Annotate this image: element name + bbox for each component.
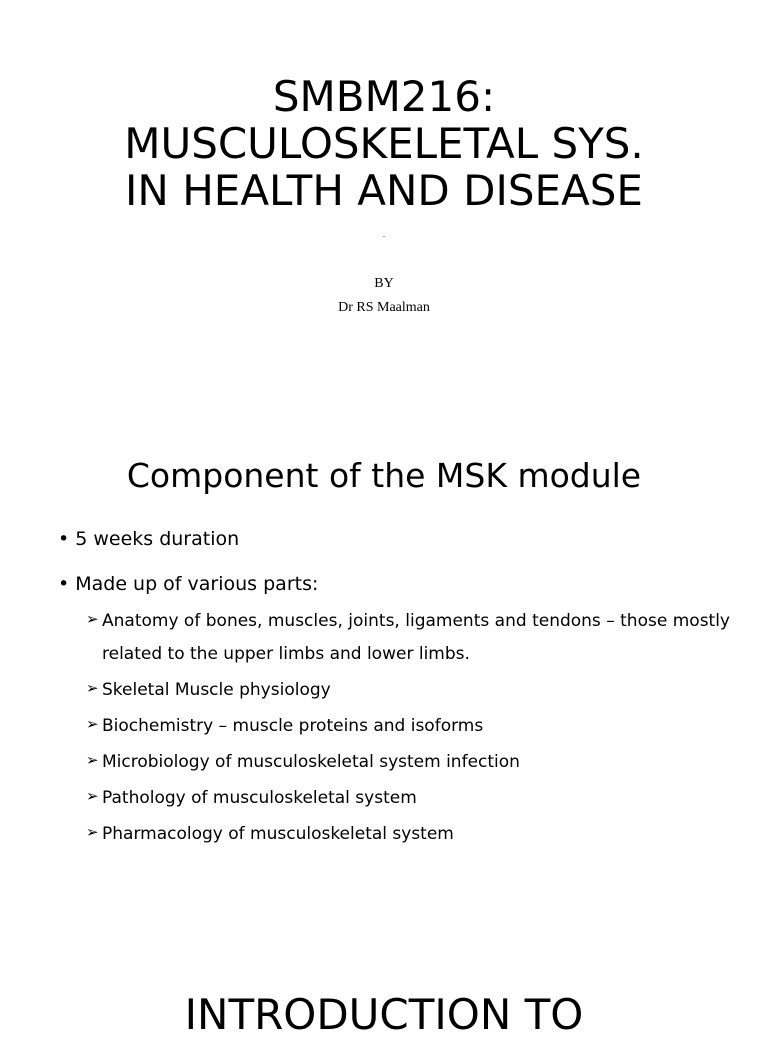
by-label: BY [374,276,394,291]
sub-item-text: Biochemistry – muscle proteins and isoforms [102,716,484,736]
bullet-text: Made up of various parts: [75,573,319,595]
sub-item [86,746,520,779]
slide-title-line-1: SMBM216: [272,72,496,121]
sub-item [86,605,730,671]
sub-item [86,710,483,743]
sub-item-text: Pathology of musculoskeletal system [102,788,417,808]
sub-item [86,782,417,815]
bullet-dot-icon: • [58,573,70,595]
arrow-bullet-icon: ➢ [86,679,99,697]
sub-item-text: Anatomy of bones, muscles, joints, ligaments and tendons – those mostly related to the upper limbs and lower limbs. [102,611,730,664]
arrow-bullet-icon: ➢ [86,610,99,628]
bullet-text: 5 weeks duration [75,528,240,550]
sub-item [86,818,454,851]
arrow-bullet-icon: ➢ [86,715,99,733]
arrow-bullet-icon: ➢ [86,823,99,841]
bullet-item [58,527,239,551]
sub-item [86,674,331,707]
sub-item-text: Skeletal Muscle physiology [102,680,331,700]
slide-title-line-3: IN HEALTH AND DISEASE [125,166,643,215]
next-slide-title: INTRODUCTION TO [184,990,584,1039]
sub-item-text: Microbiology of musculoskeletal system infection [102,752,520,772]
arrow-bullet-icon: ➢ [86,787,99,805]
author-name: Dr RS Maalman [338,300,430,315]
title-dot: . [383,230,385,239]
bullet-item [58,572,318,596]
sub-item-text: Pharmacology of musculoskeletal system [102,824,454,844]
section-heading: Component of the MSK module [126,456,642,495]
arrow-bullet-icon: ➢ [86,751,99,769]
title-slide [0,0,768,380]
slide-title-line-2: MUSCULOSKELETAL SYS. [124,119,644,168]
bullet-dot-icon: • [58,528,70,550]
